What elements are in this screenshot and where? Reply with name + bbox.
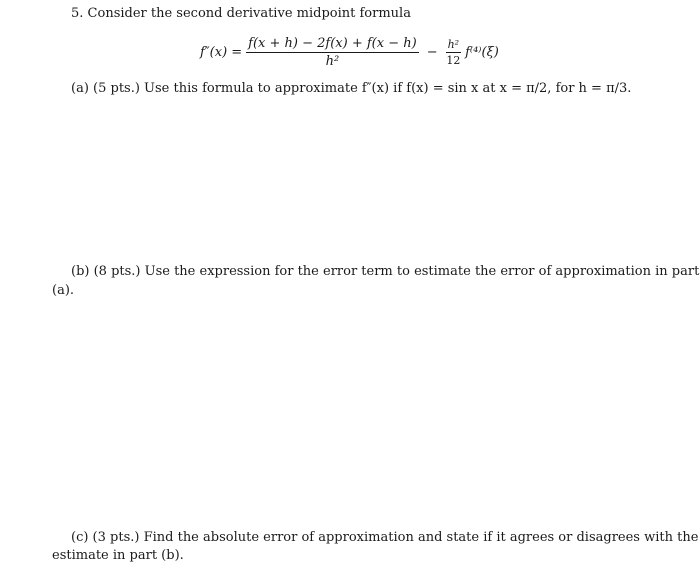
problem-heading xyxy=(71,6,411,22)
problem-intro: Consider the second derivative midpoint formula xyxy=(87,6,411,21)
formula-error-numerator: h² xyxy=(447,38,460,51)
formula-error-fraction xyxy=(446,38,462,67)
formula-main-fraction xyxy=(246,36,419,69)
part-a-text: (a) (5 pts.) Use this formula to approximate f″(x) if f(x) = sin x at x = π/2, for h = π/3. xyxy=(71,81,632,96)
formula-lhs: f″(x) = xyxy=(200,45,243,60)
problem-number: 5. xyxy=(71,6,84,21)
formula-error-derivative: f⁽⁴⁾(ξ) xyxy=(465,45,499,60)
part-c-text-line1: (c) (3 pts.) Find the absolute error of approximation and state if it agrees or disagrees with the xyxy=(71,530,699,545)
part-c-text-line2: estimate in part (b). xyxy=(52,548,184,563)
formula-numerator: f(x + h) − 2f(x) + f(x − h) xyxy=(248,36,417,51)
formula-denominator: h² xyxy=(325,54,340,69)
formula-error-denominator: 12 xyxy=(446,54,461,67)
part-b-text-line1: (b) (8 pts.) Use the expression for the error term to estimate the error of approximation in part xyxy=(71,264,700,279)
formula-minus: − xyxy=(426,45,438,60)
part-b-text-line2: (a). xyxy=(52,283,75,298)
midpoint-formula xyxy=(200,36,499,69)
